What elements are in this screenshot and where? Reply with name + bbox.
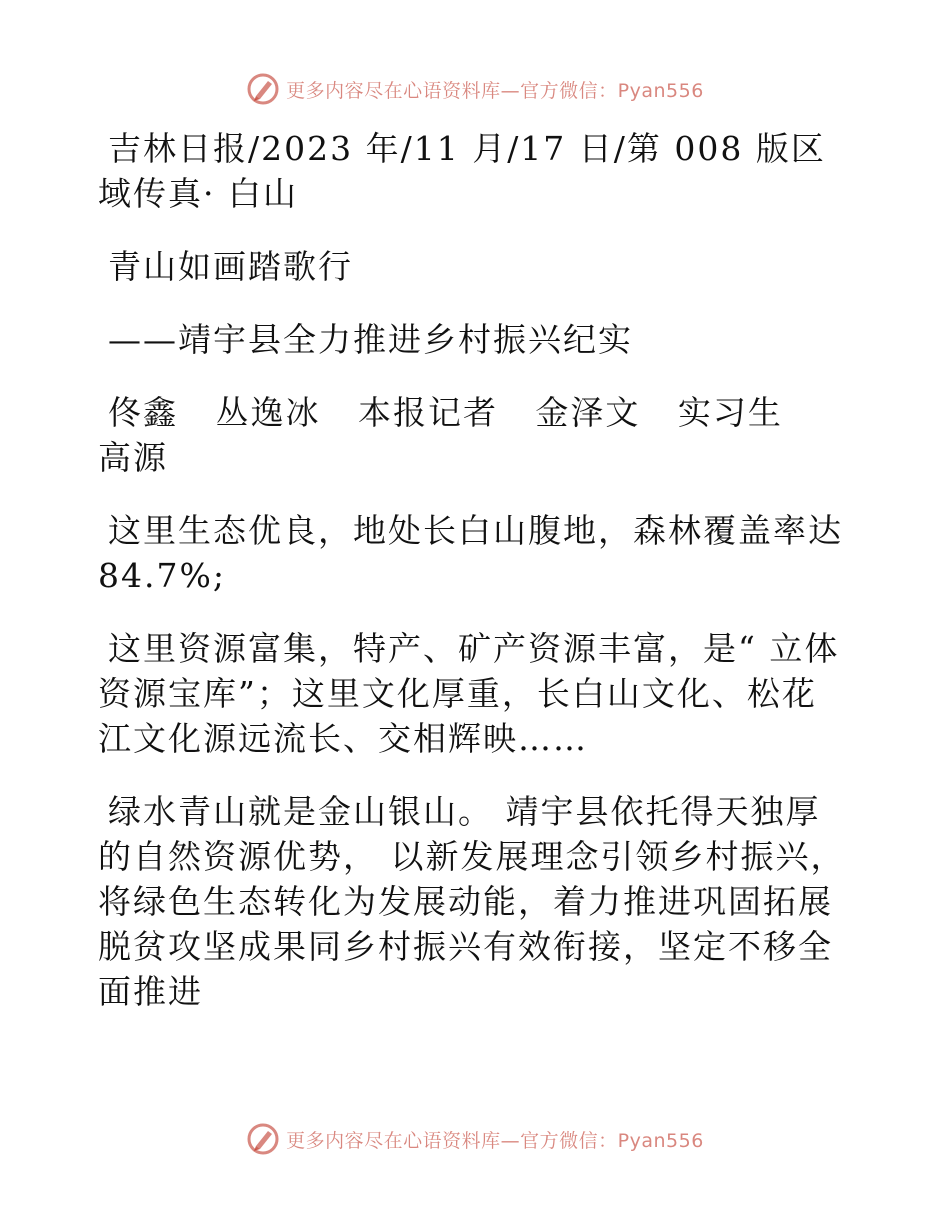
watermark-footer [0,1122,950,1156]
source-line: 吉林日报/2023 年/11 月/17 日/第 008 版区域传真· 白山 [98,129,826,213]
article-title: 青山如画踏歌行 [108,247,353,286]
paragraph: 这里生态优良，地处长白山腹地，森林覆盖率达84.7%; [98,511,843,595]
watermark-text: 更多内容尽在心语资料库—官方微信：Pyan556 [286,1129,704,1152]
article-subtitle: ——靖宇县全力推进乡村振兴纪实 [108,320,633,359]
pen-logo-icon [246,72,280,106]
pen-logo-icon [246,1122,280,1156]
watermark-text: 更多内容尽在心语资料库—官方微信：Pyan556 [286,79,704,102]
byline: 佟鑫 丛逸冰 本报记者 金泽文 实习生 高源 [98,393,821,477]
paragraph: 这里资源富集，特产、矿产资源丰富，是“ 立体资源宝库”；这里文化厚重，长白山文化、松花江文化源远流长、交相辉映…… [98,629,840,758]
article-body [98,126,850,1042]
watermark-header [0,72,950,106]
paragraph: 绿水青山就是金山银山。 靖宇县依托得天独厚的自然资源优势， 以新发展理念引领乡村振兴，将绿色生态转化为发展动能，着力推进巩固拓展脱贫攻坚成果同乡村振兴有效衔接，坚定不移全面推进 [98,792,846,1011]
